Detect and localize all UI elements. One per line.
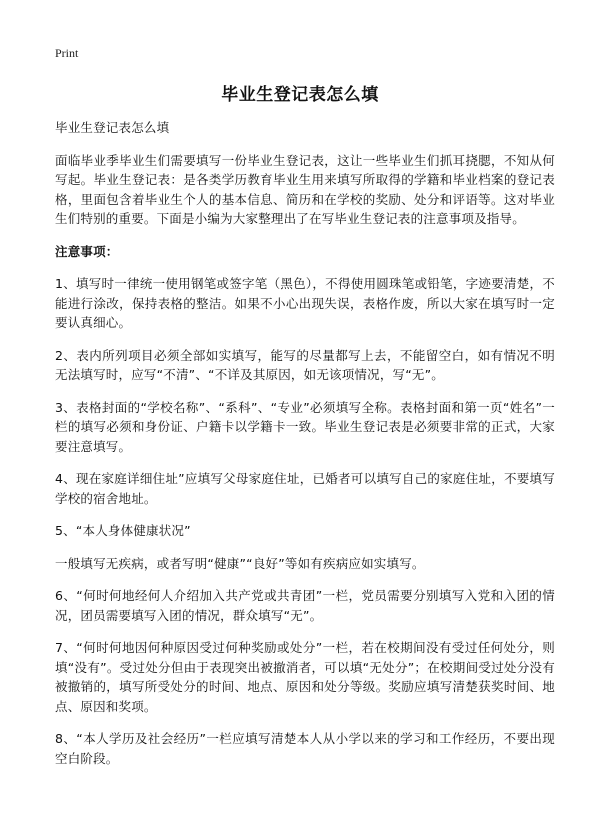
note-item-5-detail: 一般填写无疾病，或者写明“健康”“良好”等如有疾病应如实填写。: [55, 555, 425, 571]
note-item-3: 3、表格封面的“学校名称”、“系科”、“专业”必须填写全称。表格封面和第一页“姓名”一栏的填写必须和身份证、户籍卡以学籍卡一致。毕业生登记表是必须要非常的正式，大家要注意填写。: [55, 399, 555, 454]
page-title: 毕业生登记表怎么填: [221, 85, 379, 105]
intro-paragraph: 面临毕业季毕业生们需要填写一份毕业生登记表，这让一些毕业生们抓耳挠腮，不知从何写起。毕业生登记表：是各类学历教育毕业生用来填写所取得的学籍和毕业档案的登记表格，里面包含着毕业生个人的基本信息、简历和在学校的奖励、处分和评语等。这对毕业生们特别的重要。下面是小编为大家整理出了在写毕业生登记表的注意事项及指导。: [55, 152, 555, 226]
note-item-7: 7、“何时何地因何种原因受过何种奖励或处分”一栏，若在校期间没有受过任何处分，则填“没有”。受过处分但由于表现突出被撤消者，可以填“无处分”；在校期间受过处分没有被撤销的，填写所受处分的时间、地点、原因和处分等级。奖励应填写清楚获奖时间、地点、原因和奖项。: [55, 640, 555, 714]
note-item-2: 2、表内所列项目必须全部如实填写，能写的尽量都写上去，不能留空白，如有情况不明无法填写时，应写“不清”、“不详及其原因，如无该项情况，写“无”。: [55, 347, 555, 382]
note-item-1: 1、填写时一律统一使用钢笔或签字笔（黑色），不得使用圆珠笔或铅笔，字迹要清楚，不能进行涂改，保持表格的整洁。如果不小心出现失误，表格作废，所以大家在填写时一定要认真细心。: [55, 276, 555, 330]
note-item-8: 8、“本人学历及社会经历”一栏应填写清楚本人从小学以来的学习和工作经历，不要出现空白阶段。: [55, 731, 555, 766]
note-item-5: 5、“本人身体健康状况”: [55, 523, 191, 538]
article-body: [55, 118, 555, 781]
print-link[interactable]: Print: [55, 46, 79, 60]
note-item-4: 4、现在家庭详细住址”应填写父母家庭住址，已婚者可以填写自己的家庭住址，不要填写学校的宿舍地址。: [55, 471, 555, 506]
note-item-6: 6、“何时何地经何人介绍加入共产党或共青团”一栏，党员需要分别填写入党和入团的情况，团员需要填写入团的情况，群众填写“无”。: [55, 588, 555, 623]
article-subtitle: 毕业生登记表怎么填: [55, 120, 170, 135]
notes-heading: 注意事项：: [55, 243, 119, 259]
